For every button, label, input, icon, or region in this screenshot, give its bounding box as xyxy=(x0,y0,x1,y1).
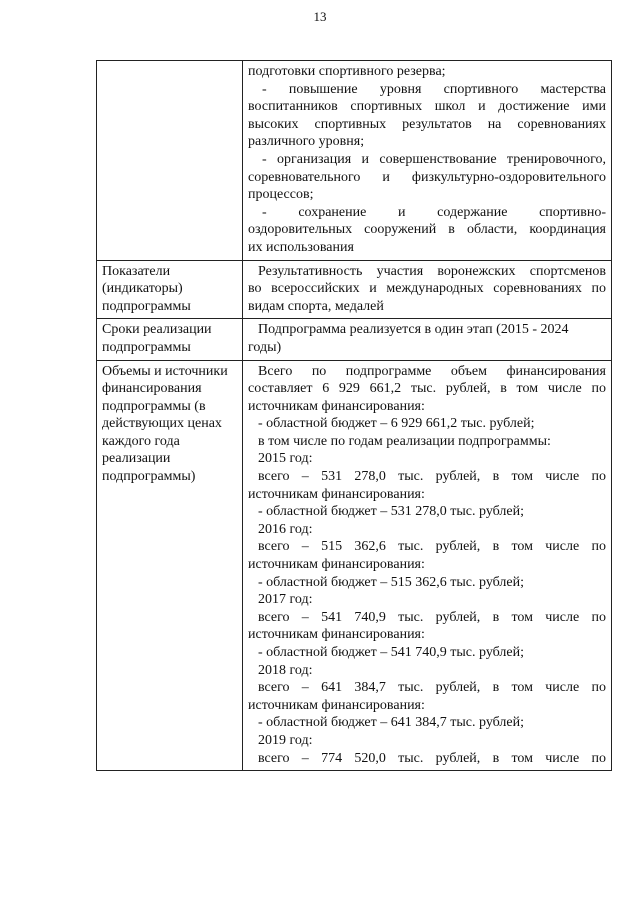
text-line: 2015 год: xyxy=(258,451,313,467)
text-line: воспитанников спортивных школ и достижение ими xyxy=(248,99,606,115)
text-line: всего – 531 278,0 тыс. рублей, в том числе по xyxy=(258,469,606,485)
text-line: 2017 год: xyxy=(258,592,313,608)
text-line: - областной бюджет – 641 384,7 тыс. рублей; xyxy=(258,715,524,731)
text-line: всего – 774 520,0 тыс. рублей, в том числе по xyxy=(258,750,606,766)
text-line: составляет 6 929 661,2 тыс. рублей, в том числе по xyxy=(248,381,606,397)
text-line: Подпрограмма реализуется в один этап (2015 - 2024 xyxy=(258,322,569,338)
text-line: всего – 515 362,6 тыс. рублей, в том числе по xyxy=(258,539,606,555)
text-line: видам спорта, медалей xyxy=(248,298,384,314)
row-value xyxy=(243,61,612,261)
row-value xyxy=(243,360,612,771)
text-line: соревновательного и физкультурно-оздоровительного xyxy=(248,169,606,185)
row-label: Объемы и источники финансирования подпрограммы (в действующих ценах каждого года реализации подпрограммы) xyxy=(97,360,243,771)
text-line: Результативность участия воронежских спортсменов xyxy=(258,263,606,279)
text-line: - сохранение и содержание спортивно- xyxy=(262,204,606,220)
text-line: источникам финансирования: xyxy=(248,697,425,713)
text-line: высоких спортивных результатов на соревнованиях xyxy=(248,116,606,132)
text-line: - областной бюджет – 541 740,9 тыс. рублей; xyxy=(258,645,524,660)
text-line: в том числе по годам реализации подпрограммы: xyxy=(258,433,551,449)
text-line: Всего по подпрограмме объем финансирования xyxy=(258,363,606,379)
table-row xyxy=(97,61,612,261)
table-row xyxy=(97,319,612,360)
text-line: - организация и совершенствование тренировочного, xyxy=(262,151,606,167)
row-label xyxy=(97,61,243,261)
text-line: всего – 641 384,7 тыс. рублей, в том числе по xyxy=(258,680,606,696)
text-line: во всероссийских и международных соревнованиях по xyxy=(248,281,606,297)
row-value xyxy=(243,319,612,360)
text-line: оздоровительных сооружений в области, координация xyxy=(248,222,606,238)
text-line: - областной бюджет – 531 278,0 тыс. рублей; xyxy=(258,504,524,520)
table-row xyxy=(97,360,612,771)
passport-table xyxy=(96,60,612,771)
text-line: подготовки спортивного резерва; xyxy=(248,64,446,79)
text-line: источникам финансирования: xyxy=(248,557,425,573)
text-line: годы) xyxy=(248,339,282,355)
text-line: 2019 год: xyxy=(258,732,313,748)
text-line: 2018 год: xyxy=(258,662,313,678)
row-value xyxy=(243,260,612,319)
text-line: различного уровня; xyxy=(248,134,365,150)
text-line: процессов; xyxy=(248,187,314,203)
row-label: Показатели (индикаторы) подпрограммы xyxy=(97,260,243,319)
text-line: источникам финансирования: xyxy=(248,486,425,502)
text-line: источникам финансирования: xyxy=(248,627,425,643)
text-line: - повышение уровня спортивного мастерства xyxy=(262,81,606,97)
text-line: 2016 год: xyxy=(258,521,313,537)
text-line: их использования xyxy=(248,239,354,255)
table-row xyxy=(97,260,612,319)
page-number: 13 xyxy=(313,9,327,24)
row-label: Сроки реализации подпрограммы xyxy=(97,319,243,360)
text-line: всего – 541 740,9 тыс. рублей, в том числе по xyxy=(258,609,606,625)
text-line: - областной бюджет – 515 362,6 тыс. рублей; xyxy=(258,574,524,590)
text-line: источникам финансирования: xyxy=(248,398,425,414)
text-line: - областной бюджет – 6 929 661,2 тыс. рублей; xyxy=(258,416,535,432)
